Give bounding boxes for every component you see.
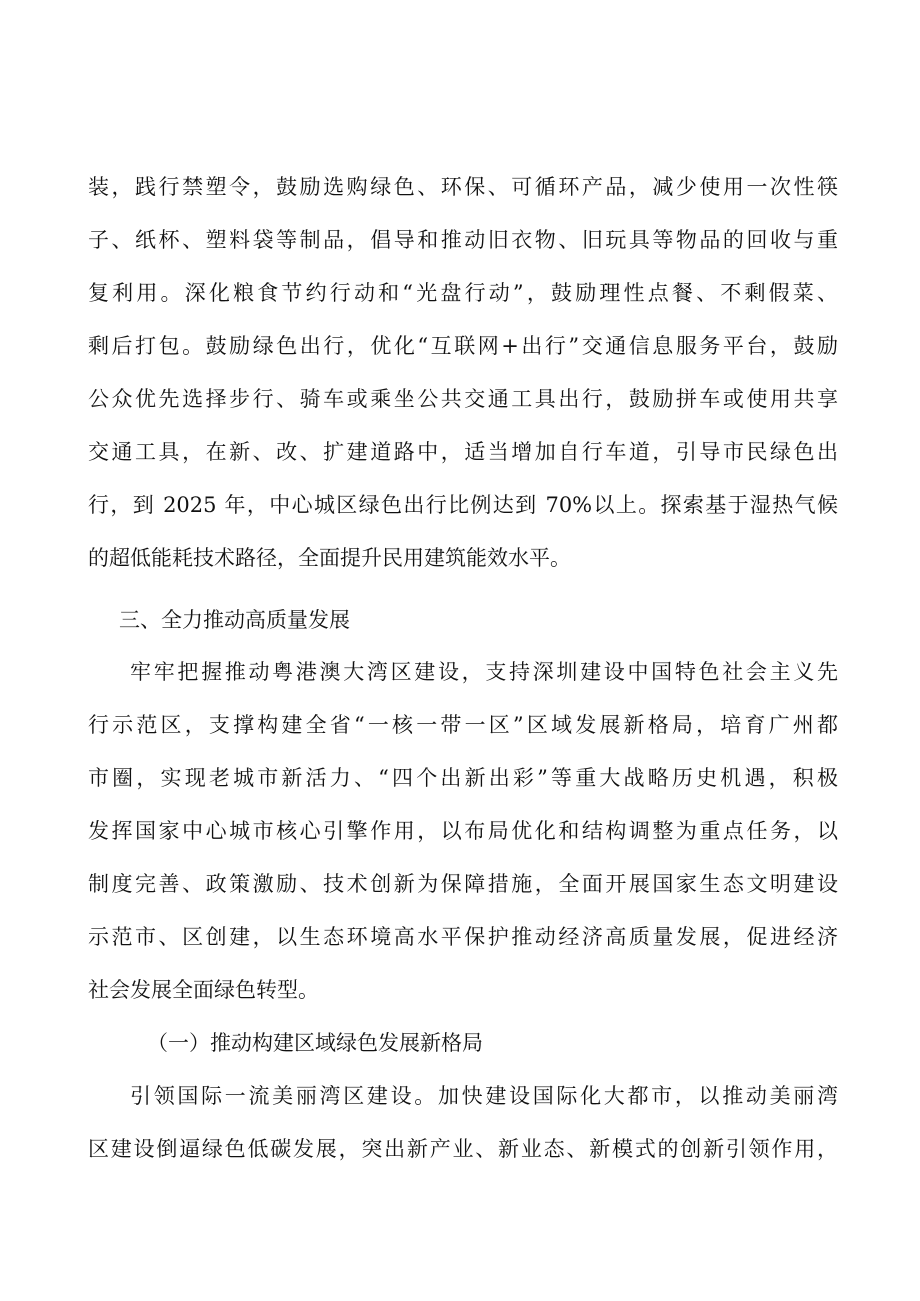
text-line: 复利用。深化粮食节约行动和“光盘行动”，鼓励理性点餐、不剩假菜、: [88, 281, 838, 305]
text-line: 社会发展全面绿色转型。: [88, 978, 319, 1002]
text-line: 装，践行禁塑令，鼓励选购绿色、环保、可循环产品，减少使用一次性筷: [88, 175, 838, 199]
text-line: 发挥国家中心城市核心引擎作用，以布局优化和结构调整为重点任务，以: [88, 819, 838, 843]
text-line: 牢牢把握推动粤港澳大湾区建设，支持深圳建设中国特色社会主义先: [130, 660, 838, 684]
text-line: 的超低能耗技术路径，全面提升民用建筑能效水平。: [88, 546, 571, 570]
text-line: 公众优先选择步行、骑车或乘坐公共交通工具出行，鼓励拼车或使用共享: [88, 387, 838, 411]
text-line: 示范市、区创建，以生态环境高水平保护推动经济高质量发展，促进经济: [88, 925, 838, 949]
text-line: 行，到 2025 年，中心城区绿色出行比例达到 70%以上。探索基于湿热气候: [88, 493, 838, 517]
text-line: 引领国际一流美丽湾区建设。加快建设国际化大都市，以推动美丽湾: [130, 1084, 838, 1108]
section-heading: 三、全力推动高质量发展: [119, 608, 350, 632]
text-line: 制度完善、政策激励、技术创新为保障措施，全面开展国家生态文明建设: [88, 872, 838, 896]
text-line: 子、纸杯、塑料袋等制品，倡导和推动旧衣物、旧玩具等物品的回收与重: [88, 228, 838, 252]
text-line: 市圈，实现老城市新活力、“四个出新出彩”等重大战略历史机遇，积极: [88, 766, 838, 790]
text-line: 行示范区，支撑构建全省“一核一带一区”区域发展新格局，培育广州都: [88, 713, 838, 737]
text-line: 交通工具，在新、改、扩建道路中，适当增加自行车道，引导市民绿色出: [88, 440, 838, 464]
text-line: 剩后打包。鼓励绿色出行，优化“互联网+出行”交通信息服务平台，鼓励: [88, 334, 838, 358]
subsection-heading: （一）推动构建区域绿色发展新格局: [147, 1031, 483, 1055]
text-line: 区建设倒逼绿色低碳发展，突出新产业、新业态、新模式的创新引领作用，: [88, 1137, 838, 1161]
